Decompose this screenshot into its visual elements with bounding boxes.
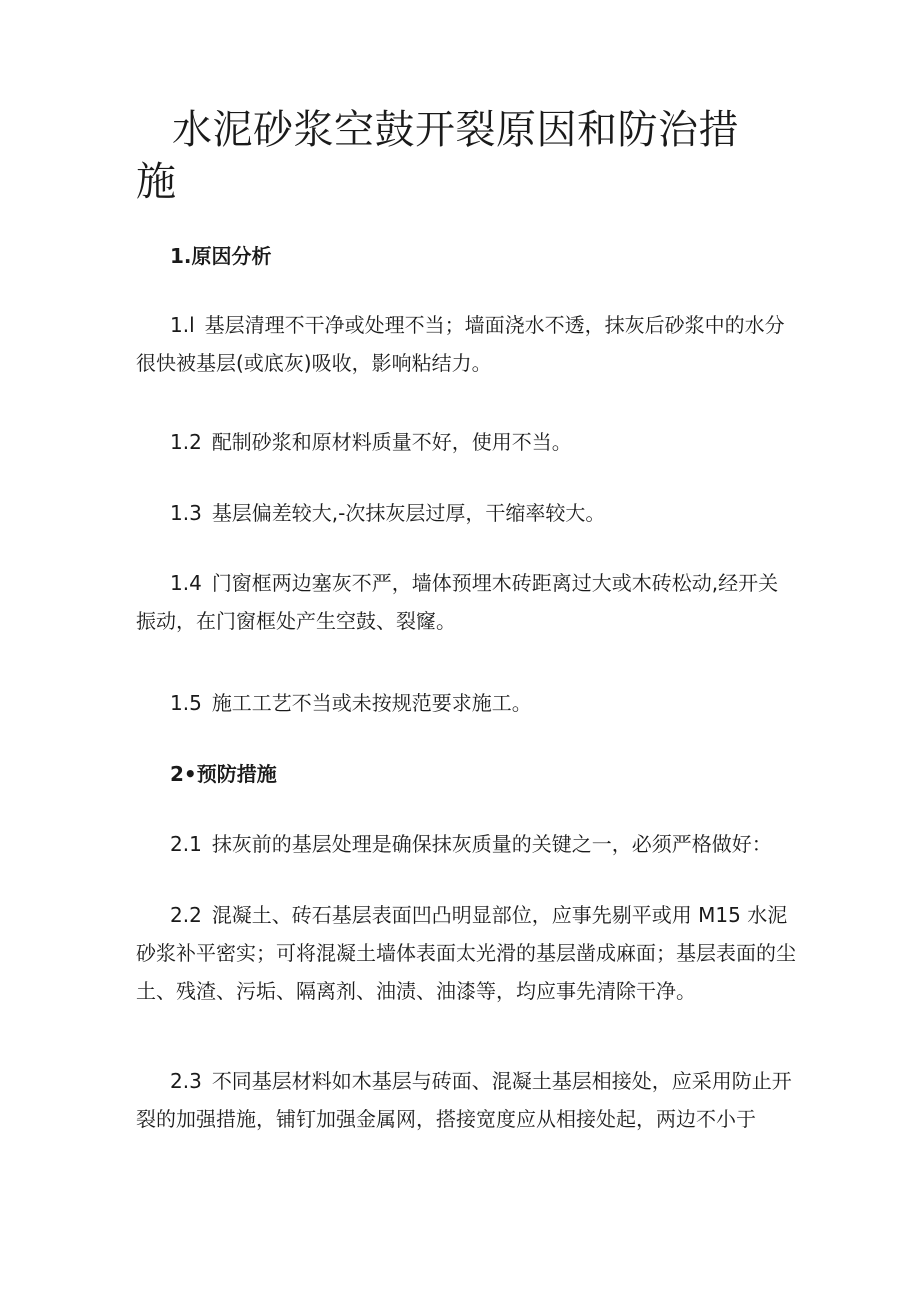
item-text: 施工工艺不当或未按规范要求施工。 <box>211 691 532 715</box>
section-heading-cause-analysis: 1.原因分析 <box>170 244 272 268</box>
paragraph-1-2 <box>136 423 796 461</box>
item-number: 1.2 <box>170 430 202 454</box>
section-heading-prevention: 2•预防措施 <box>170 762 277 786</box>
item-number: 1.3 <box>170 501 202 525</box>
paragraph-2-3 <box>136 1062 796 1138</box>
item-text: 不同基层材料如木基层与砖面、混凝土基层相接处，应采用防止开裂的加强措施，铺钉加强金属网，搭接宽度应从相接处起，两边不小于 <box>136 1069 792 1131</box>
item-text: 基层偏差较大,-次抹灰层过厚，干缩率较大。 <box>211 501 606 525</box>
item-number: 2.2 <box>170 903 202 927</box>
item-number: 2.1 <box>170 832 202 856</box>
document-title: 水泥砂浆空鼓开裂原因和防治措施 <box>136 107 739 205</box>
item-number: 1.4 <box>170 571 202 595</box>
paragraph-1-5 <box>136 684 796 722</box>
item-text: 门窗框两边塞灰不严，墙体预埋木砖距离过大或木砖松动,经开关振动，在门窗框处产生空鼓、裂窿。 <box>136 571 779 633</box>
item-text: 抹灰前的基层处理是确保抹灰质量的关键之一，必须严格做好： <box>211 832 772 856</box>
paragraph-2-1 <box>136 825 796 863</box>
item-text: 基层清理不干净或处理不当；墙面浇水不透，抹灰后砂浆中的水分很快被基层(或底灰)吸收，影响粘结力。 <box>136 313 785 375</box>
paragraph-1-1 <box>136 306 796 382</box>
paragraph-1-3 <box>136 494 796 532</box>
item-text: 配制砂浆和原材料质量不好，使用不当。 <box>211 430 572 454</box>
item-text: 混凝土、砖石基层表面凹凸明显部位，应事先剔平或用 M15 水泥砂浆补平密实；可将混凝土墙体表面太光滑的基层凿成麻面；基层表面的尘土、残渣、污垢、隔离剂、油渍、油漆等，均应事先清除干净。 <box>136 903 796 1003</box>
paragraph-2-2 <box>136 896 796 1010</box>
paragraph-1-4 <box>136 564 796 640</box>
item-number: 1.l <box>170 313 195 337</box>
item-number: 2.3 <box>170 1069 202 1093</box>
item-number: 1.5 <box>170 691 202 715</box>
